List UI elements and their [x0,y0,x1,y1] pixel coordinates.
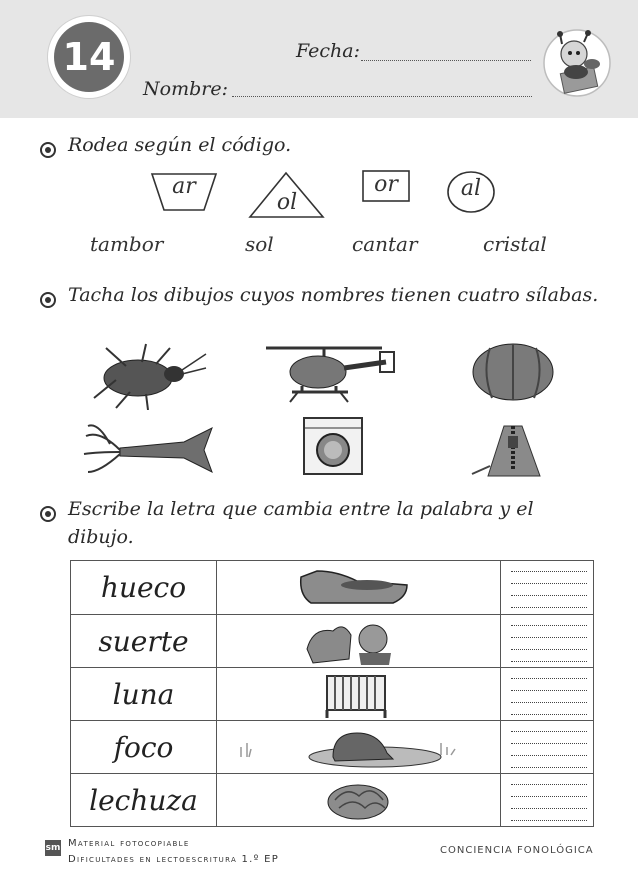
fecha-label: Fecha: [296,40,360,62]
squid-drawing[interactable] [80,422,214,478]
table-row [71,667,593,721]
lettuce-drawing [323,780,393,822]
instruction-3-line2: dibujo. [68,526,134,548]
row-word: hueco [71,561,217,614]
code-or: or [374,172,398,197]
footer-line1: Material fotocopiable [68,838,190,849]
worksheet-number: 14 [54,22,124,92]
row-word: luna [71,668,217,721]
instruction-2: Tacha los dibujos cuyos nombres tienen cuatro sílabas. [68,284,599,306]
answer-lines[interactable] [501,721,593,774]
code-ol: ol [276,190,298,215]
instruction-3-line1: Escribe la letra que cambia entre la palabra y el [68,498,534,520]
worksheet-header [0,0,638,119]
word-tambor[interactable]: tambor [90,232,164,256]
table-row [71,773,593,827]
fecha-line[interactable] [361,60,531,61]
answer-lines[interactable] [501,774,593,827]
bullet-icon [40,506,56,522]
row-picture-cell [217,561,501,614]
washing-machine-drawing[interactable] [302,416,364,476]
answer-table [70,560,594,827]
answer-lines[interactable] [501,668,593,721]
row-picture-cell [217,721,501,774]
clog-drawing [297,567,411,609]
code-ar: ar [172,174,196,199]
number-badge [48,16,130,98]
instruction-1: Rodea según el código. [68,134,292,156]
zipper-drawing[interactable] [470,416,550,478]
answer-lines[interactable] [501,561,593,614]
answer-lines[interactable] [501,615,593,668]
row-picture-cell [217,668,501,721]
bullet-icon [40,292,56,308]
bullet-icon [40,142,56,158]
table-row [71,561,593,614]
helicopter-drawing[interactable] [262,340,402,406]
footer-line2: Dificultades en lectoescritura 1.º EP [68,854,280,865]
strongman-drawing [303,619,395,665]
row-picture-cell [217,774,501,827]
word-sol[interactable]: sol [245,232,274,256]
crib-drawing [323,672,389,718]
footer-section-title: CONCIENCIA FONOLÓGICA [440,845,594,856]
code-al: al [460,176,482,201]
nombre-label: Nombre: [143,78,228,100]
mascot-illustration [540,28,614,98]
table-row [71,720,593,774]
cockroach-drawing[interactable] [86,340,208,410]
word-cantar[interactable]: cantar [352,232,418,256]
nombre-line[interactable] [232,96,532,97]
seal-drawing [237,727,487,769]
row-picture-cell [217,615,501,668]
pumpkin-drawing[interactable] [470,340,556,402]
row-word: foco [71,721,217,774]
word-cristal[interactable]: cristal [483,232,547,256]
row-word: suerte [71,615,217,668]
table-row [71,614,593,668]
row-word: lechuza [71,774,217,827]
publisher-logo: sm [45,840,61,856]
